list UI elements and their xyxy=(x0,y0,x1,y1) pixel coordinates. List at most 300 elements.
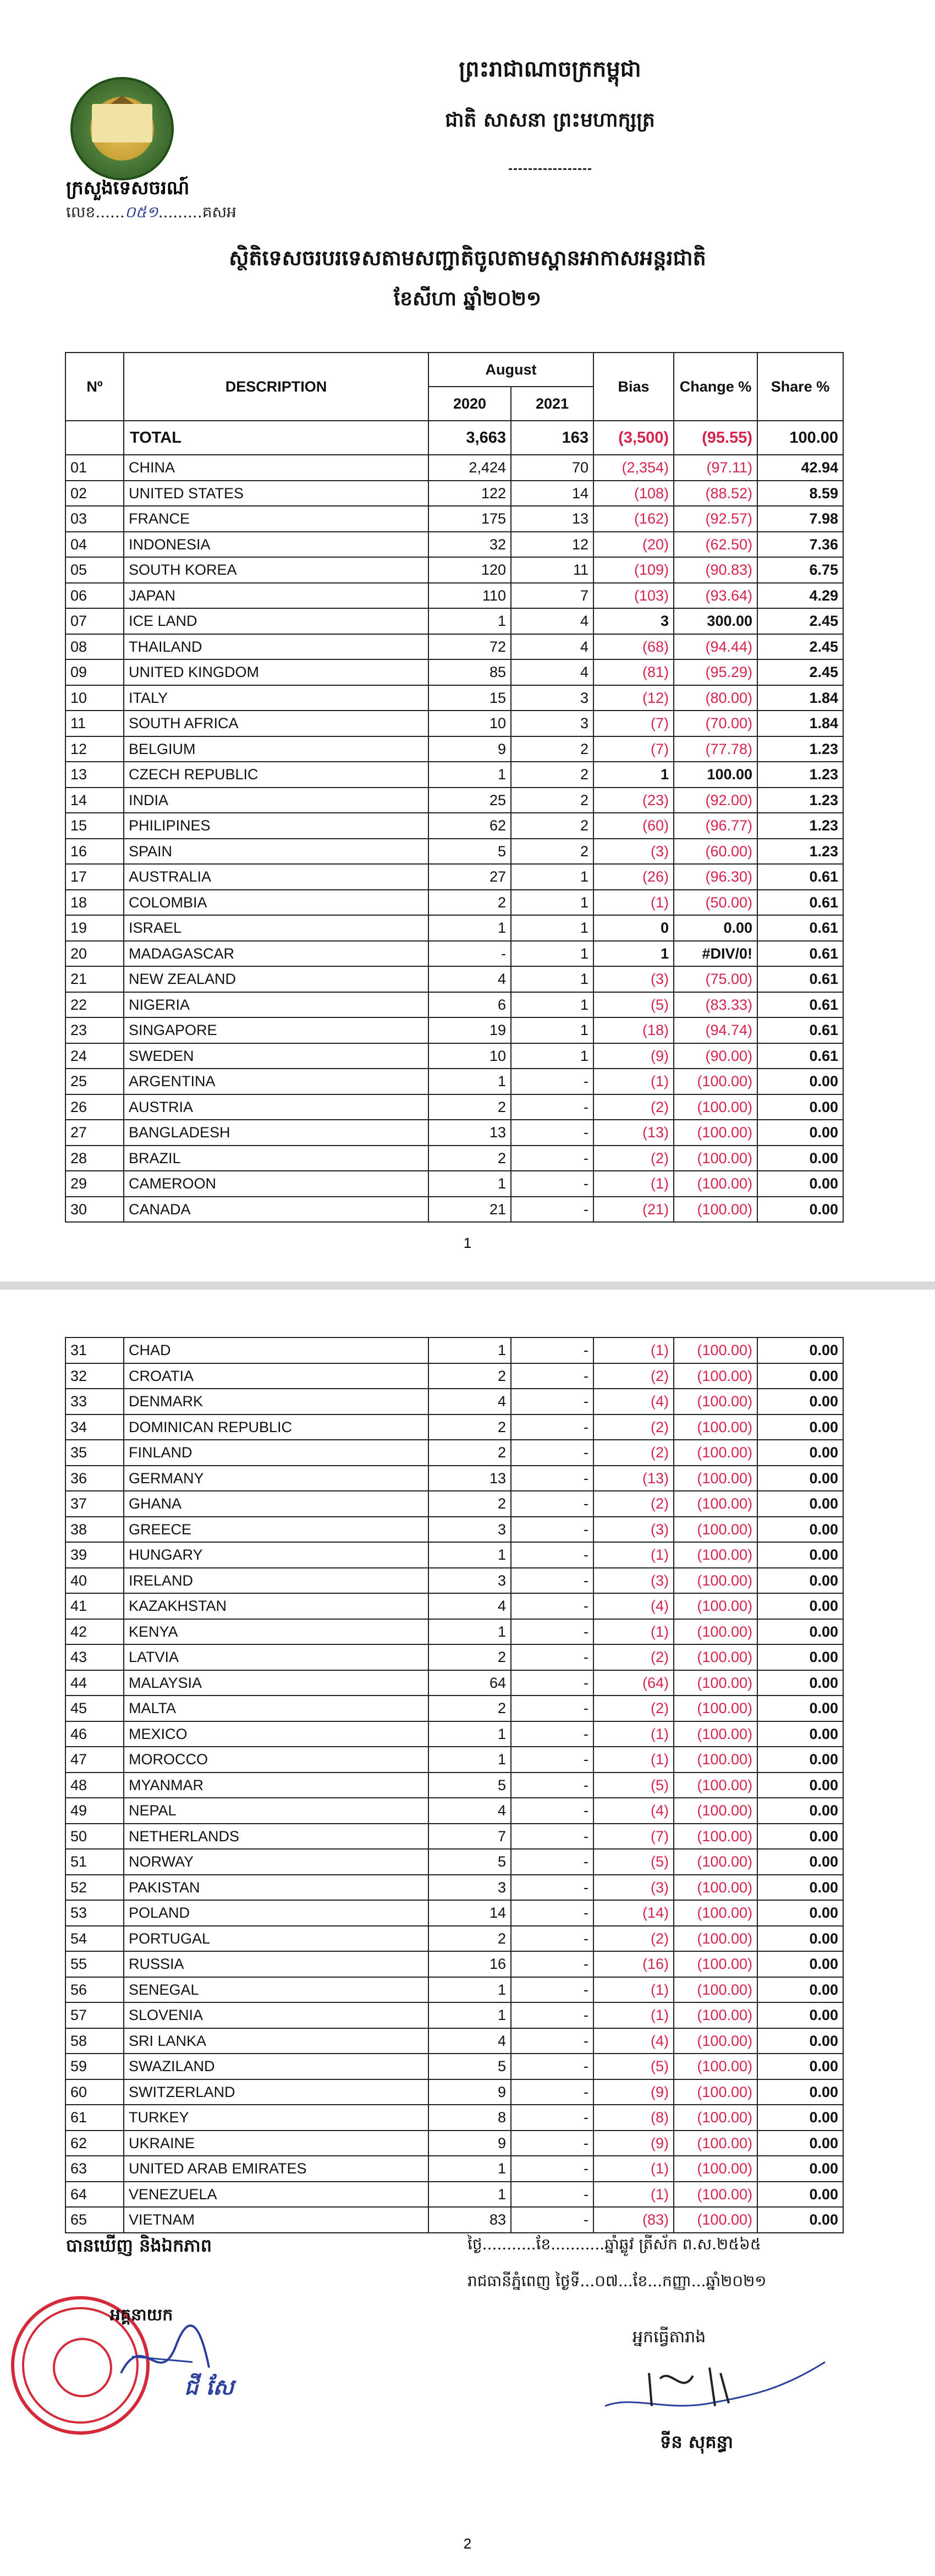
row-2021: - xyxy=(511,1517,593,1543)
row-bias: (13) xyxy=(593,1466,674,1491)
row-country: SPAIN xyxy=(124,839,428,865)
row-country: RUSSIA xyxy=(124,1951,428,1977)
row-share: 1.23 xyxy=(757,839,843,865)
row-no: 07 xyxy=(65,608,124,634)
row-no: 46 xyxy=(65,1721,124,1747)
header-2020: 2020 xyxy=(428,387,511,421)
row-bias: (2) xyxy=(593,1696,674,1721)
table-row xyxy=(65,1414,843,1440)
row-2020: 25 xyxy=(428,788,511,813)
row-2021: 70 xyxy=(511,455,593,481)
table-row xyxy=(65,1542,843,1568)
row-bias: (2) xyxy=(593,1363,674,1389)
row-2020: 2 xyxy=(428,1644,511,1670)
row-bias: (2) xyxy=(593,1644,674,1670)
row-bias: (14) xyxy=(593,1900,674,1926)
row-change: (100.00) xyxy=(674,1568,757,1594)
row-bias: (103) xyxy=(593,583,674,609)
table-row xyxy=(65,736,843,762)
row-change: (100.00) xyxy=(674,1619,757,1645)
row-country: PAKISTAN xyxy=(124,1875,428,1901)
row-2021: - xyxy=(511,1875,593,1901)
row-2021: - xyxy=(511,1466,593,1491)
row-2021: - xyxy=(511,1721,593,1747)
table-row xyxy=(65,2207,843,2233)
row-country: ISRAEL xyxy=(124,915,428,941)
row-share: 0.00 xyxy=(757,1466,843,1491)
row-share: 8.59 xyxy=(757,481,843,507)
row-share: 0.00 xyxy=(757,1197,843,1223)
table-row xyxy=(65,2054,843,2079)
row-share: 0.00 xyxy=(757,1644,843,1670)
row-share: 0.00 xyxy=(757,2131,843,2156)
row-country: PORTUGAL xyxy=(124,1926,428,1952)
row-share: 0.00 xyxy=(757,1094,843,1120)
table-row xyxy=(65,583,843,609)
row-country: SLOVENIA xyxy=(124,2002,428,2028)
row-country: BELGIUM xyxy=(124,736,428,762)
row-2021: - xyxy=(511,1951,593,1977)
row-no: 08 xyxy=(65,634,124,660)
row-change: (100.00) xyxy=(674,1389,757,1414)
ornament-divider xyxy=(509,168,591,170)
row-bias: (162) xyxy=(593,506,674,532)
row-bias: (26) xyxy=(593,864,674,890)
row-bias: (3) xyxy=(593,1875,674,1901)
table-row xyxy=(65,966,843,992)
row-2021: 1 xyxy=(511,890,593,916)
row-country: KENYA xyxy=(124,1619,428,1645)
row-no: 05 xyxy=(65,557,124,583)
preparer-name: ទីន សុគន្ធា xyxy=(660,2431,734,2452)
row-country: MEXICO xyxy=(124,1721,428,1747)
row-2021: 4 xyxy=(511,634,593,660)
row-country: SWITZERLAND xyxy=(124,2079,428,2105)
row-share: 0.00 xyxy=(757,1747,843,1773)
row-change: (100.00) xyxy=(674,1849,757,1875)
row-change: (90.00) xyxy=(674,1043,757,1069)
row-country: CROATIA xyxy=(124,1363,428,1389)
row-bias: 1 xyxy=(593,762,674,788)
row-bias: (1) xyxy=(593,2002,674,2028)
row-change: (100.00) xyxy=(674,2028,757,2054)
row-country: NEPAL xyxy=(124,1798,428,1824)
row-country: TURKEY xyxy=(124,2105,428,2131)
row-2021: - xyxy=(511,1747,593,1773)
row-no: 14 xyxy=(65,788,124,813)
row-change: (96.30) xyxy=(674,864,757,890)
row-bias: (81) xyxy=(593,659,674,685)
row-share: 0.00 xyxy=(757,1721,843,1747)
row-no: 44 xyxy=(65,1670,124,1696)
row-country: DOMINICAN REPUBLIC xyxy=(124,1414,428,1440)
report-subtitle: ខែសីហា ឆ្នាំ២០២១ xyxy=(393,287,542,310)
row-2021: 1 xyxy=(511,915,593,941)
row-bias: (1) xyxy=(593,1171,674,1197)
row-change: (100.00) xyxy=(674,2156,757,2182)
row-2021: - xyxy=(511,1619,593,1645)
header-description: DESCRIPTION xyxy=(124,353,428,421)
row-country: NEW ZEALAND xyxy=(124,966,428,992)
table-row xyxy=(65,762,843,788)
row-no: 58 xyxy=(65,2028,124,2054)
row-2021: 1 xyxy=(511,966,593,992)
row-share: 0.00 xyxy=(757,2156,843,2182)
header-change: Change % xyxy=(674,353,757,421)
row-no: 61 xyxy=(65,2105,124,2131)
row-2021: - xyxy=(511,1197,593,1223)
row-change: (93.64) xyxy=(674,583,757,609)
table-row xyxy=(65,1043,843,1069)
row-2021: 13 xyxy=(511,506,593,532)
row-share: 0.00 xyxy=(757,2182,843,2208)
row-change: (100.00) xyxy=(674,1466,757,1491)
row-country: THAILAND xyxy=(124,634,428,660)
page-number-1: 1 xyxy=(463,1235,472,1251)
kingdom-heading: ព្រះរាជាណាចក្រកម្ពុជា xyxy=(459,56,641,82)
table-row xyxy=(65,2156,843,2182)
row-share: 4.29 xyxy=(757,583,843,609)
row-country: CHINA xyxy=(124,455,428,481)
row-bias: (9) xyxy=(593,2131,674,2156)
row-no: 55 xyxy=(65,1951,124,1977)
table-row xyxy=(65,1120,843,1146)
row-share: 0.61 xyxy=(757,864,843,890)
row-no: 53 xyxy=(65,1900,124,1926)
row-bias: (5) xyxy=(593,1849,674,1875)
row-bias: (5) xyxy=(593,1773,674,1798)
row-no: 24 xyxy=(65,1043,124,1069)
row-2021: - xyxy=(511,2105,593,2131)
table-row xyxy=(65,1951,843,1977)
row-2021: 4 xyxy=(511,608,593,634)
row-share: 1.23 xyxy=(757,788,843,813)
table-row xyxy=(65,506,843,532)
table-row xyxy=(65,1644,843,1670)
row-no: 45 xyxy=(65,1696,124,1721)
row-bias: (1) xyxy=(593,1977,674,2003)
row-2021: 3 xyxy=(511,711,593,736)
row-share: 0.61 xyxy=(757,992,843,1018)
ref-prefix: លេខ xyxy=(66,203,96,221)
row-change: (100.00) xyxy=(674,1951,757,1977)
row-no: 18 xyxy=(65,890,124,916)
table-row xyxy=(65,1197,843,1223)
table-row xyxy=(65,788,843,813)
row-change: (100.00) xyxy=(674,1120,757,1146)
row-2020: 2 xyxy=(428,1146,511,1171)
row-no: 62 xyxy=(65,2131,124,2156)
row-share: 0.00 xyxy=(757,1773,843,1798)
row-country: SOUTH KOREA xyxy=(124,557,428,583)
row-no: 40 xyxy=(65,1568,124,1594)
total-2021: 163 xyxy=(511,421,593,455)
row-no: 28 xyxy=(65,1146,124,1171)
row-2020: 27 xyxy=(428,864,511,890)
table-row xyxy=(65,1491,843,1517)
row-2020: 3 xyxy=(428,1517,511,1543)
row-change: (94.74) xyxy=(674,1017,757,1043)
row-2021: - xyxy=(511,1542,593,1568)
row-bias: (2) xyxy=(593,1926,674,1952)
row-no: 56 xyxy=(65,1977,124,2003)
table-row xyxy=(65,1721,843,1747)
row-2020: 9 xyxy=(428,2079,511,2105)
total-share: 100.00 xyxy=(757,421,843,455)
row-2020: 10 xyxy=(428,1043,511,1069)
row-no: 06 xyxy=(65,583,124,609)
row-change: (100.00) xyxy=(674,1798,757,1824)
motto-heading: ជាតិ សាសនា ព្រះមហាក្សត្រ xyxy=(445,108,655,131)
row-change: (80.00) xyxy=(674,685,757,711)
row-2020: 4 xyxy=(428,1389,511,1414)
preparer-signature xyxy=(600,2351,831,2423)
table-row xyxy=(65,2079,843,2105)
table-row xyxy=(65,1977,843,2003)
reference-number: លេខ......០៥១.........គសអ xyxy=(66,203,237,221)
row-country: CANADA xyxy=(124,1197,428,1223)
row-share: 0.00 xyxy=(757,2207,843,2233)
row-share: 0.00 xyxy=(757,1696,843,1721)
row-share: 0.00 xyxy=(757,1363,843,1389)
row-no: 16 xyxy=(65,839,124,865)
row-change: (96.77) xyxy=(674,813,757,839)
row-bias: (1) xyxy=(593,1337,674,1363)
row-2021: 1 xyxy=(511,864,593,890)
table-row xyxy=(65,1798,843,1824)
row-bias: (2) xyxy=(593,1146,674,1171)
row-no: 32 xyxy=(65,1363,124,1389)
row-2020: 2 xyxy=(428,1491,511,1517)
row-change: (100.00) xyxy=(674,1363,757,1389)
row-country: SWEDEN xyxy=(124,1043,428,1069)
row-2021: 7 xyxy=(511,583,593,609)
row-no: 01 xyxy=(65,455,124,481)
row-bias: (1) xyxy=(593,2156,674,2182)
row-bias: (1) xyxy=(593,1721,674,1747)
table-row xyxy=(65,1466,843,1491)
row-2021: 2 xyxy=(511,736,593,762)
row-2020: 85 xyxy=(428,659,511,685)
row-2020: 62 xyxy=(428,813,511,839)
table-row xyxy=(65,1440,843,1466)
row-2020: 3 xyxy=(428,1875,511,1901)
row-2021: - xyxy=(511,1849,593,1875)
row-2020: 72 xyxy=(428,634,511,660)
row-2020: 4 xyxy=(428,1593,511,1619)
table-row xyxy=(65,1747,843,1773)
date-line: ថ្ងៃ...........ខែ...........ឆ្នាំឆ្លូវ ត្រីស័ក ព.ស.២៥៦៥ xyxy=(468,2235,761,2253)
row-bias: (108) xyxy=(593,481,674,507)
row-2021: - xyxy=(511,2207,593,2233)
row-share: 0.00 xyxy=(757,1824,843,1850)
row-share: 0.00 xyxy=(757,2028,843,2054)
row-bias: (1) xyxy=(593,1069,674,1094)
table-row xyxy=(65,1146,843,1171)
row-share: 0.00 xyxy=(757,1798,843,1824)
table-row xyxy=(65,1849,843,1875)
row-no: 15 xyxy=(65,813,124,839)
row-change: (100.00) xyxy=(674,1747,757,1773)
row-no: 50 xyxy=(65,1824,124,1850)
row-bias: (18) xyxy=(593,1017,674,1043)
row-country: MOROCCO xyxy=(124,1747,428,1773)
row-2021: 1 xyxy=(511,1017,593,1043)
row-bias: (83) xyxy=(593,2207,674,2233)
row-2021: 4 xyxy=(511,659,593,685)
row-change: (62.50) xyxy=(674,532,757,558)
row-2021: 1 xyxy=(511,992,593,1018)
row-country: LATVIA xyxy=(124,1644,428,1670)
row-2021: 14 xyxy=(511,481,593,507)
row-bias: (109) xyxy=(593,557,674,583)
row-country: IRELAND xyxy=(124,1568,428,1594)
row-share: 0.00 xyxy=(757,2054,843,2079)
row-2021: 1 xyxy=(511,941,593,967)
table-row xyxy=(65,1670,843,1696)
row-2020: 64 xyxy=(428,1670,511,1696)
total-bias: (3,500) xyxy=(593,421,674,455)
row-country: SENEGAL xyxy=(124,1977,428,2003)
row-country: FRANCE xyxy=(124,506,428,532)
row-2021: - xyxy=(511,1696,593,1721)
row-bias: (2) xyxy=(593,1440,674,1466)
total-2020: 3,663 xyxy=(428,421,511,455)
row-no: 54 xyxy=(65,1926,124,1952)
row-country: NORWAY xyxy=(124,1849,428,1875)
row-2021: - xyxy=(511,1146,593,1171)
row-2020: 175 xyxy=(428,506,511,532)
row-no: 47 xyxy=(65,1747,124,1773)
row-share: 7.98 xyxy=(757,506,843,532)
row-country: COLOMBIA xyxy=(124,890,428,916)
row-country: UNITED KINGDOM xyxy=(124,659,428,685)
ministry-logo xyxy=(70,77,174,180)
row-share: 1.23 xyxy=(757,813,843,839)
row-change: (92.00) xyxy=(674,788,757,813)
table-row xyxy=(65,864,843,890)
row-change: #DIV/0! xyxy=(674,941,757,967)
table-row xyxy=(65,1171,843,1197)
row-2021: - xyxy=(511,1798,593,1824)
row-share: 0.00 xyxy=(757,1977,843,2003)
row-bias: (3) xyxy=(593,966,674,992)
row-no: 35 xyxy=(65,1440,124,1466)
row-country: UKRAINE xyxy=(124,2131,428,2156)
row-2020: 5 xyxy=(428,839,511,865)
row-no: 22 xyxy=(65,992,124,1018)
table-row xyxy=(65,813,843,839)
row-2021: 2 xyxy=(511,839,593,865)
row-no: 41 xyxy=(65,1593,124,1619)
row-2020: 6 xyxy=(428,992,511,1018)
row-no: 48 xyxy=(65,1773,124,1798)
table-row xyxy=(65,992,843,1018)
row-share: 0.61 xyxy=(757,966,843,992)
row-change: 300.00 xyxy=(674,608,757,634)
row-share: 0.00 xyxy=(757,1593,843,1619)
table-row xyxy=(65,634,843,660)
row-change: (100.00) xyxy=(674,1721,757,1747)
row-bias: (16) xyxy=(593,1951,674,1977)
row-2020: 13 xyxy=(428,1466,511,1491)
row-2020: 120 xyxy=(428,557,511,583)
row-2021: 12 xyxy=(511,532,593,558)
table-row xyxy=(65,839,843,865)
row-2020: 1 xyxy=(428,915,511,941)
row-change: (100.00) xyxy=(674,1926,757,1952)
row-country: INDONESIA xyxy=(124,532,428,558)
row-no: 38 xyxy=(65,1517,124,1543)
row-2020: 4 xyxy=(428,966,511,992)
row-share: 0.00 xyxy=(757,2002,843,2028)
row-bias: (1) xyxy=(593,1619,674,1645)
row-change: (100.00) xyxy=(674,1593,757,1619)
row-2020: 1 xyxy=(428,1977,511,2003)
row-2021: - xyxy=(511,1824,593,1850)
table-row xyxy=(65,608,843,634)
row-2021: - xyxy=(511,1171,593,1197)
row-2020: 5 xyxy=(428,1849,511,1875)
row-no: 29 xyxy=(65,1171,124,1197)
row-share: 1.84 xyxy=(757,685,843,711)
row-2020: 4 xyxy=(428,2028,511,2054)
table-row xyxy=(65,711,843,736)
preparer-title: អ្នកធ្វើតារាង xyxy=(632,2327,706,2347)
row-share: 0.00 xyxy=(757,1849,843,1875)
table-row xyxy=(65,685,843,711)
org-name: ក្រសួងទេសចរណ៍ xyxy=(66,177,190,199)
report-title: ស្ថិតិទេសចរបរទេសតាមសញ្ជាតិចូលតាមស្ពានអាកាសអន្តរជាតិ xyxy=(229,245,706,270)
approval-label: បានឃើញ និងឯកភាព xyxy=(66,2235,212,2256)
row-2020: 1 xyxy=(428,608,511,634)
row-bias: 3 xyxy=(593,608,674,634)
row-share: 42.94 xyxy=(757,455,843,481)
row-country: DENMARK xyxy=(124,1389,428,1414)
row-country: CHAD xyxy=(124,1337,428,1363)
row-share: 1.23 xyxy=(757,762,843,788)
header-2021: 2021 xyxy=(511,387,593,421)
row-2020: 1 xyxy=(428,1069,511,1094)
table-row xyxy=(65,557,843,583)
row-2020: 15 xyxy=(428,685,511,711)
row-no: 42 xyxy=(65,1619,124,1645)
row-change: 100.00 xyxy=(674,762,757,788)
row-share: 0.00 xyxy=(757,1951,843,1977)
row-change: (100.00) xyxy=(674,1146,757,1171)
row-change: (100.00) xyxy=(674,1517,757,1543)
table-row xyxy=(65,941,843,967)
row-2021: - xyxy=(511,1120,593,1146)
row-change: (100.00) xyxy=(674,1440,757,1466)
row-2020: 9 xyxy=(428,736,511,762)
row-bias: (60) xyxy=(593,813,674,839)
header-share: Share % xyxy=(757,353,843,421)
row-2020: 14 xyxy=(428,1900,511,1926)
row-share: 0.00 xyxy=(757,2105,843,2131)
row-share: 0.61 xyxy=(757,915,843,941)
row-2021: - xyxy=(511,1568,593,1594)
row-country: BRAZIL xyxy=(124,1146,428,1171)
row-share: 0.00 xyxy=(757,1517,843,1543)
director-title: អគ្គនាយក xyxy=(110,2305,173,2325)
row-country: ICE LAND xyxy=(124,608,428,634)
row-2020: 1 xyxy=(428,2182,511,2208)
row-change: (100.00) xyxy=(674,1337,757,1363)
row-2020: 1 xyxy=(428,762,511,788)
row-bias: (64) xyxy=(593,1670,674,1696)
row-change: (95.29) xyxy=(674,659,757,685)
